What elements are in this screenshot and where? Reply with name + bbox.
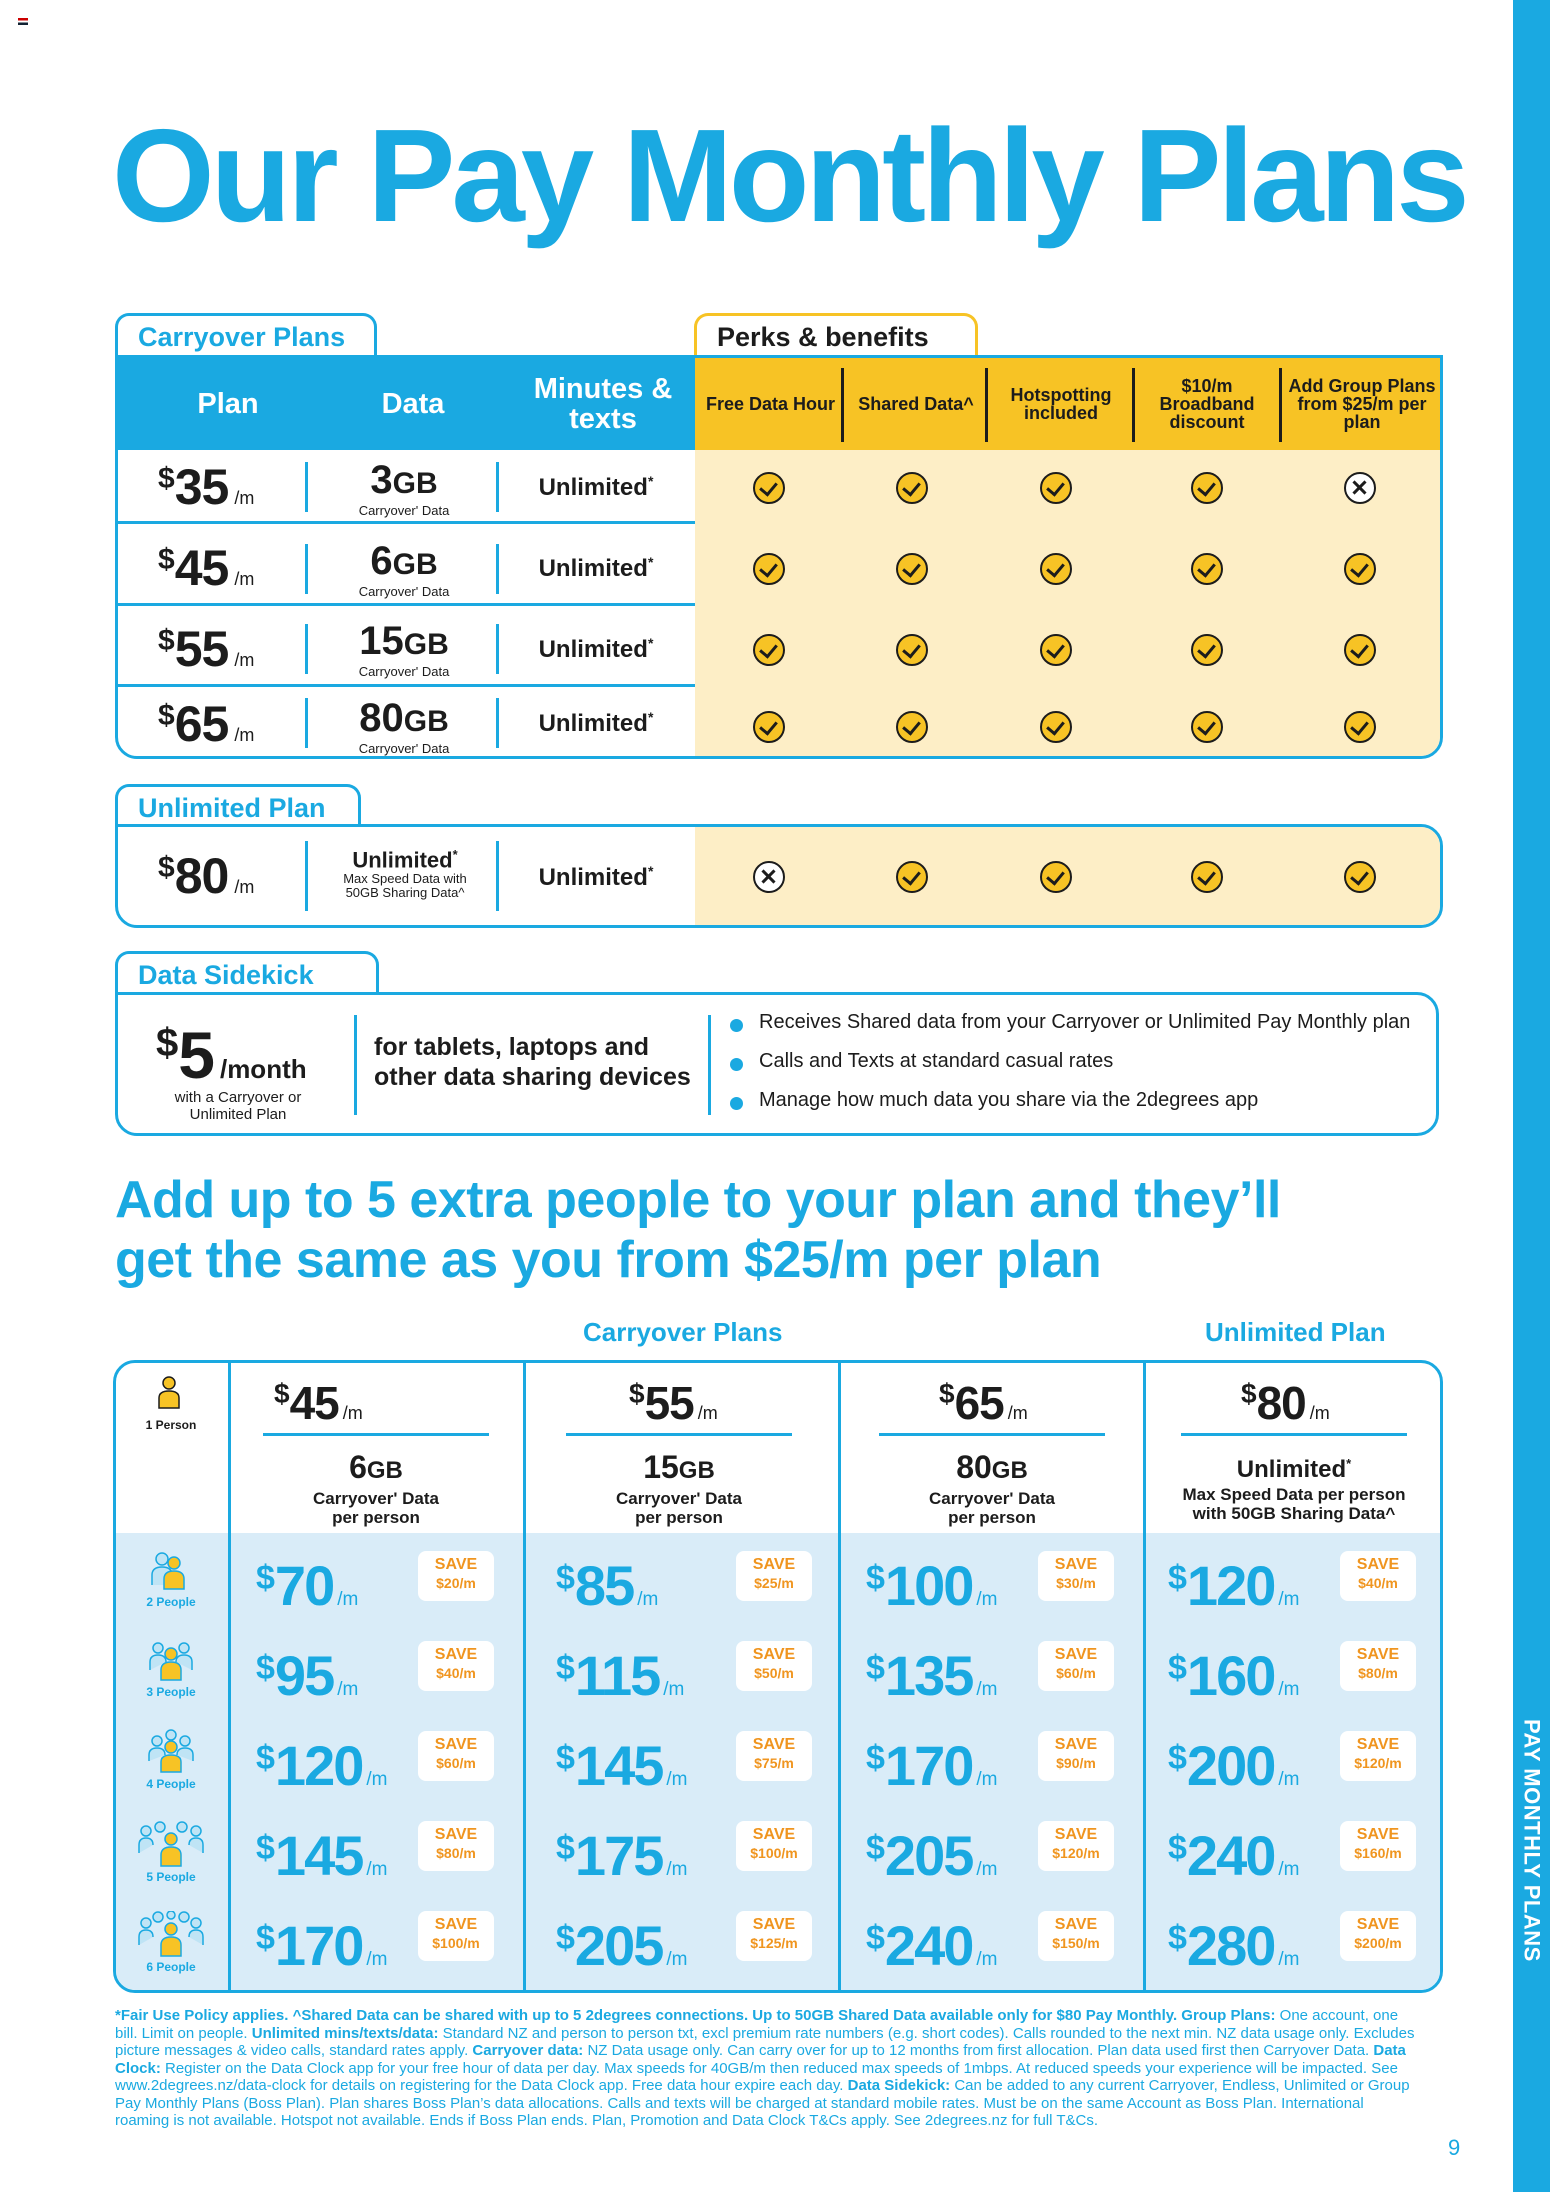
- flag-icon: [18, 18, 28, 25]
- save-badge: SAVE $120/m: [1340, 1731, 1416, 1781]
- group-price: $ 280 /m: [1168, 1914, 1300, 1977]
- group-price: $ 145 /m: [556, 1734, 688, 1797]
- plan-minutes: Unlimited*: [538, 635, 654, 663]
- save-badge: SAVE $90/m: [1038, 1731, 1114, 1781]
- col-divider: [708, 1015, 711, 1115]
- header-plan: Plan: [197, 388, 259, 420]
- group-price: $ 240 /m: [866, 1914, 998, 1977]
- check-icon: [1191, 634, 1223, 666]
- check-icon: [753, 711, 785, 743]
- page-number: 9: [1448, 2135, 1461, 2160]
- group-plan-price: $ 80 /m: [1241, 1377, 1330, 1429]
- plan-data: Unlimited* Max Speed Data with 50GB Sharing Data^: [343, 847, 467, 901]
- col-divider: [228, 1363, 231, 1993]
- perk-divider: [1279, 368, 1282, 442]
- side-label: PAY MONTHLY PLANS: [1519, 1718, 1545, 1962]
- check-icon: [1040, 553, 1072, 585]
- people-count-label: 6 People: [146, 1960, 196, 1974]
- save-badge: SAVE $80/m: [418, 1821, 494, 1871]
- check-icon: [896, 861, 928, 893]
- save-badge: SAVE $25/m: [736, 1551, 812, 1601]
- save-badge: SAVE $75/m: [736, 1731, 812, 1781]
- carryover-plan-table: [115, 355, 1443, 759]
- group-headline: Add up to 5 extra people to your plan and they’ll get the same as you from $25/m per plan: [115, 1171, 1281, 1289]
- check-icon: [1191, 861, 1223, 893]
- sidekick-bullet: Manage how much data you share via the 2degrees app: [759, 1089, 1259, 1111]
- group-carryover-label: Carryover Plans: [583, 1317, 783, 1347]
- save-badge: SAVE $160/m: [1340, 1821, 1416, 1871]
- check-icon: [1040, 711, 1072, 743]
- col-divider: [838, 1363, 841, 1993]
- perk-divider: [985, 368, 988, 442]
- group-plan-table: [113, 1360, 1443, 1993]
- col-divider: [496, 544, 499, 594]
- perk-header-broadband: $10/m Broadband discount: [1159, 376, 1255, 432]
- group-price: $ 100 /m: [866, 1554, 998, 1617]
- col-divider: [305, 841, 308, 911]
- save-badge: SAVE $100/m: [418, 1911, 494, 1961]
- group-unlimited-label: Unlimited Plan: [1205, 1317, 1386, 1347]
- header-data: Data: [381, 388, 445, 420]
- group-plan-price: $ 45 /m: [274, 1377, 363, 1429]
- save-badge: SAVE $50/m: [736, 1641, 812, 1691]
- data-sidekick-panel: [115, 992, 1439, 1136]
- group-price: $ 240 /m: [1168, 1824, 1300, 1887]
- group-price: $ 200 /m: [1168, 1734, 1300, 1797]
- col-divider: [305, 544, 308, 594]
- group-price: $ 135 /m: [866, 1644, 998, 1707]
- col-divider: [305, 698, 308, 748]
- col-divider: [305, 462, 308, 512]
- check-icon: [896, 553, 928, 585]
- group-plan-data: 6GB Carryover' Data per person: [313, 1449, 439, 1527]
- col-divider: [1143, 1363, 1146, 1993]
- people-icon: [148, 1729, 194, 1773]
- plan-price: $ 55 /m: [158, 621, 255, 677]
- tab-perks-benefits: Perks & benefits: [694, 313, 978, 359]
- group-price: $ 145 /m: [256, 1824, 388, 1887]
- check-icon: [896, 472, 928, 504]
- group-price: $ 85 /m: [556, 1554, 659, 1617]
- header-minutes: Minutes & texts: [533, 373, 673, 435]
- check-icon: [753, 634, 785, 666]
- group-plan-price: $ 55 /m: [629, 1377, 718, 1429]
- save-badge: SAVE $30/m: [1038, 1551, 1114, 1601]
- save-badge: SAVE $60/m: [418, 1731, 494, 1781]
- group-plan-data: 80GB Carryover' Data per person: [929, 1449, 1055, 1527]
- people-count-label: 2 People: [146, 1595, 196, 1609]
- perk-header-shared-data: Shared Data^: [858, 394, 974, 414]
- group-plan-data: 15GB Carryover' Data per person: [616, 1449, 742, 1527]
- check-icon: [896, 634, 928, 666]
- tab-data-sidekick: Data Sidekick: [115, 951, 379, 995]
- person-count-label: 1 Person: [145, 1418, 197, 1432]
- save-badge: SAVE $80/m: [1340, 1641, 1416, 1691]
- perk-header-free-data-hour: Free Data Hour: [705, 394, 836, 414]
- cross-icon: [1344, 472, 1376, 504]
- check-icon: [753, 553, 785, 585]
- group-price: $ 70 /m: [256, 1554, 359, 1617]
- perk-divider: [1132, 368, 1135, 442]
- sidekick-bullet: Receives Shared data from your Carryover or Unlimited Pay Monthly plan: [759, 1011, 1411, 1033]
- save-badge: SAVE $200/m: [1340, 1911, 1416, 1961]
- tab-unlimited-plan: Unlimited Plan: [115, 784, 361, 826]
- col-divider: [496, 462, 499, 512]
- underline: [1181, 1433, 1407, 1436]
- people-icon: [148, 1551, 192, 1591]
- perk-divider: [841, 368, 844, 442]
- check-icon: [1344, 634, 1376, 666]
- underline: [263, 1433, 489, 1436]
- check-icon: [1040, 861, 1072, 893]
- col-divider: [305, 624, 308, 674]
- sidekick-note: with a Carryover or Unlimited Plan: [174, 1089, 302, 1123]
- plan-minutes: Unlimited*: [538, 709, 654, 737]
- group-price: $ 160 /m: [1168, 1644, 1300, 1707]
- check-icon: [1191, 472, 1223, 504]
- group-price: $ 205 /m: [866, 1824, 998, 1887]
- plan-data: 15GB Carryover' Data: [358, 619, 450, 679]
- group-plan-data: Unlimited* Max Speed Data per person with 50GB Sharing Data^: [1182, 1456, 1406, 1523]
- group-price: $ 120 /m: [1168, 1554, 1300, 1617]
- group-price: $ 175 /m: [556, 1824, 688, 1887]
- people-icon: [138, 1821, 204, 1867]
- people-icon: [138, 1911, 204, 1957]
- plan-data: 6GB Carryover' Data: [358, 539, 450, 599]
- row-divider: [118, 521, 695, 524]
- check-icon: [753, 472, 785, 504]
- check-icon: [896, 711, 928, 743]
- tab-carryover-plans: Carryover Plans: [115, 313, 377, 359]
- perk-header-group-plans: Add Group Plans from $25/m per plan: [1288, 376, 1436, 432]
- col-divider: [523, 1363, 526, 1993]
- check-icon: [1040, 472, 1072, 504]
- save-badge: SAVE $125/m: [736, 1911, 812, 1961]
- check-icon: [1191, 553, 1223, 585]
- terms-footnote: *Fair Use Policy applies. ^Shared Data can be shared with up to 5 2degrees connections. Up to 50GB Shared Data available only for $80 Pay Monthly. Group Plans: One account, one bill. Limit on people. Unlimited mins/texts/data: Standard NZ and person to person txt, excl premium rate numbers (e.g. short codes). Calls rounded to the next min. NZ data usage only. Excludes picture messages & video calls, standard rates apply. Carryover data: NZ Data usage only. Can carry over for up to 12 months from first allocation. Plan data used first then Carryover Data. Data Clock: Register on the Data Clock app for your free hour of data per day. Max speeds for 40GB/m then reduced max speeds of 1mbps. At reduced speeds your experience will be impacted. See www.2degrees.nz/data-clock for details on registering for the Data Clock app. Free data hour expire each day. Data Sidekick: Can be added to any current Carryover, Endless, Unlimited or Group Pay Monthly Plans (Boss Plan). Plan shares Boss Plan’s data allocations. Calls and texts will be charged at standard mobile rates. Must be on the same Account as Boss Plan. International roaming is not available. Hotspot not available. Ends if Boss Plan ends. Plan, Promotion and Data Clock T&Cs apply. See 2degrees.nz for full T&Cs.: [115, 2007, 1415, 2129]
- page-title: Our Pay Monthly Plans: [112, 102, 1466, 249]
- save-badge: SAVE $150/m: [1038, 1911, 1114, 1961]
- plan-data: 80GB Carryover' Data: [358, 696, 450, 756]
- check-icon: [1344, 711, 1376, 743]
- plan-price: $ 65 /m: [158, 696, 255, 752]
- underline: [879, 1433, 1105, 1436]
- plan-price: $ 80 /m: [158, 848, 255, 904]
- people-icon: [148, 1640, 194, 1682]
- row-divider: [118, 684, 695, 687]
- plan-minutes: Unlimited*: [538, 473, 654, 501]
- underline: [566, 1433, 792, 1436]
- plan-data: 3GB Carryover' Data: [358, 458, 450, 518]
- save-badge: SAVE $120/m: [1038, 1821, 1114, 1871]
- save-badge: SAVE $40/m: [418, 1641, 494, 1691]
- plan-minutes: Unlimited*: [538, 554, 654, 582]
- col-divider: [496, 698, 499, 748]
- plan-price: $ 45 /m: [158, 540, 255, 596]
- group-price: $ 120 /m: [256, 1734, 388, 1797]
- perk-header-hotspotting: Hotspotting included: [1010, 385, 1112, 423]
- save-badge: SAVE $40/m: [1340, 1551, 1416, 1601]
- group-plan-price: $ 65 /m: [939, 1377, 1028, 1429]
- sidekick-bullet: Calls and Texts at standard casual rates: [759, 1050, 1114, 1072]
- people-count-label: 3 People: [146, 1685, 196, 1699]
- col-divider: [496, 624, 499, 674]
- col-divider: [354, 1015, 357, 1115]
- check-icon: [1040, 634, 1072, 666]
- save-badge: SAVE $60/m: [1038, 1641, 1114, 1691]
- check-icon: [1344, 861, 1376, 893]
- bullet-icon: [730, 1097, 743, 1110]
- row-divider: [118, 603, 695, 606]
- bullet-icon: [730, 1019, 743, 1032]
- col-divider: [496, 841, 499, 911]
- group-price: $ 115 /m: [556, 1644, 685, 1707]
- people-count-label: 5 People: [146, 1870, 196, 1884]
- group-price: $ 95 /m: [256, 1644, 359, 1707]
- sidekick-price: $ 5 /month: [156, 1018, 307, 1092]
- person-icon: [156, 1376, 182, 1410]
- check-icon: [1344, 553, 1376, 585]
- save-badge: SAVE $20/m: [418, 1551, 494, 1601]
- bullet-icon: [730, 1058, 743, 1071]
- group-price: $ 170 /m: [256, 1914, 388, 1977]
- save-badge: SAVE $100/m: [736, 1821, 812, 1871]
- cross-icon: [753, 861, 785, 893]
- sidekick-description: for tablets, laptops and other data sharing devices: [374, 1033, 691, 1091]
- unlimited-plan-table: [115, 824, 1443, 928]
- check-icon: [1191, 711, 1223, 743]
- group-price: $ 205 /m: [556, 1914, 688, 1977]
- people-count-label: 4 People: [146, 1777, 196, 1791]
- group-price: $ 170 /m: [866, 1734, 998, 1797]
- plan-minutes: Unlimited*: [538, 863, 654, 891]
- plan-price: $ 35 /m: [158, 459, 255, 515]
